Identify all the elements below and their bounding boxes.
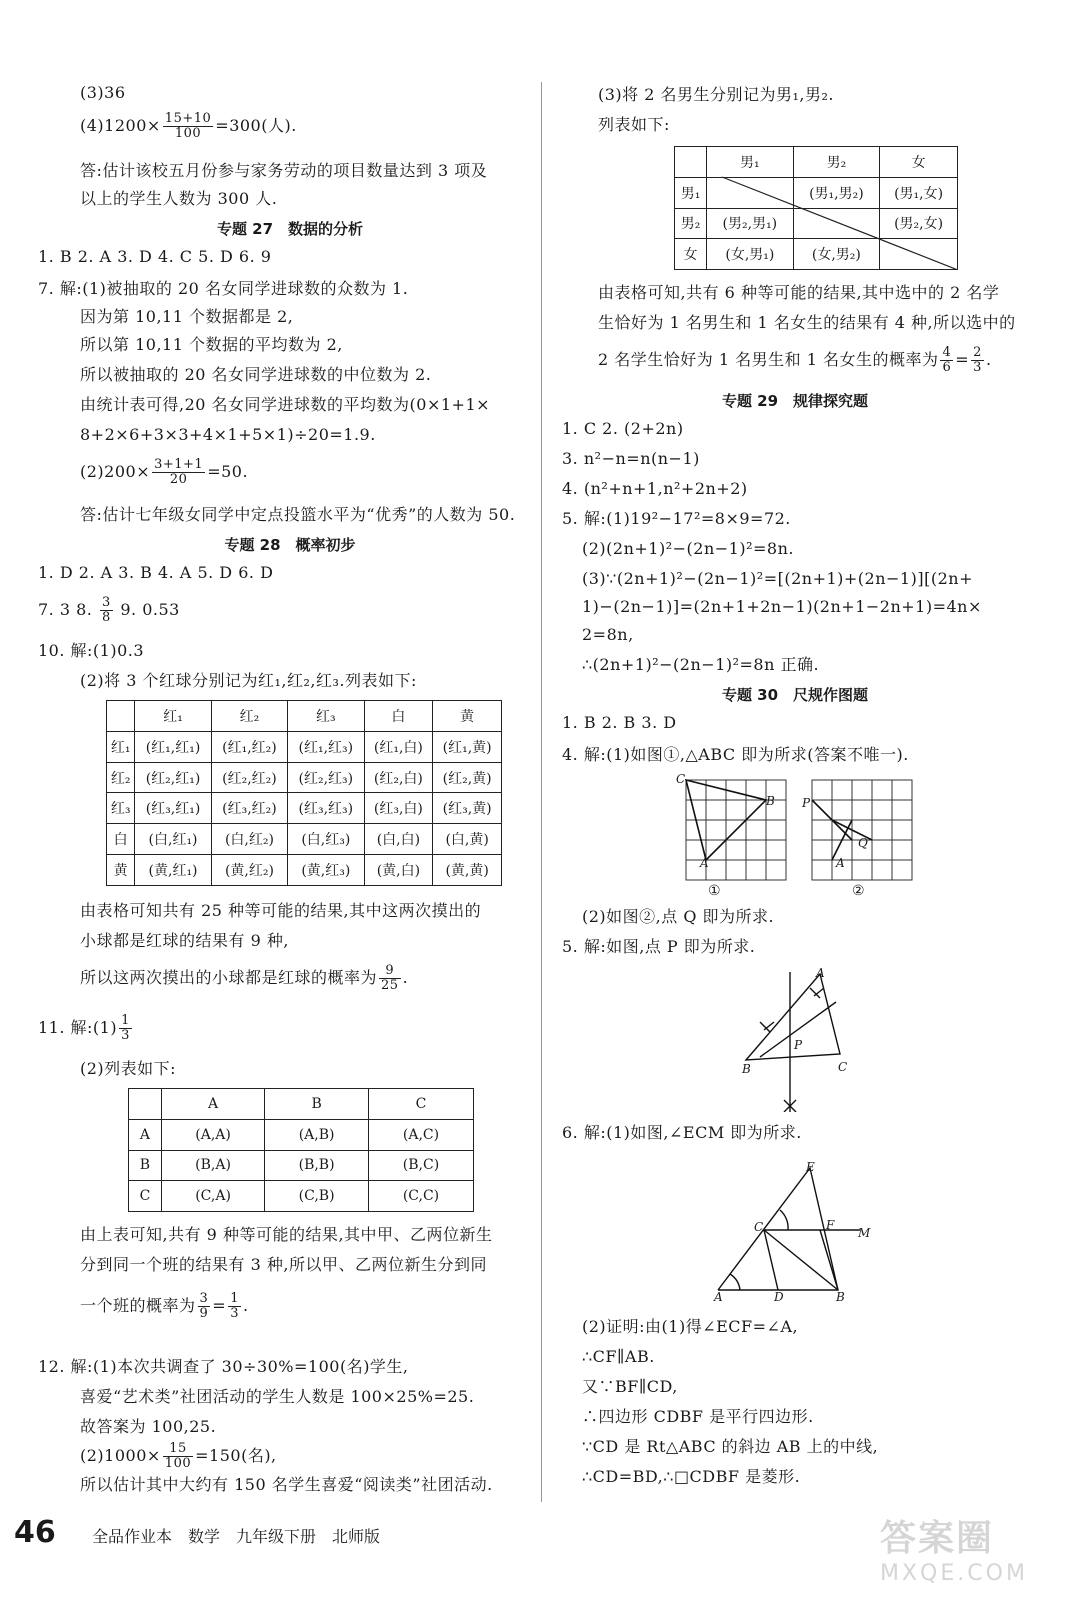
table-cell: 男₂	[793, 147, 880, 178]
table-cell: (男₂,男₁)	[707, 208, 794, 239]
table-cell: B	[129, 1150, 162, 1181]
answer-line: 8+2×6+3×3+4×1+5×1)÷20=1.9.	[80, 425, 376, 444]
table-cell: 红₃	[288, 701, 364, 732]
answer-line: (2)列表如下:	[80, 1059, 177, 1078]
page-number: 46	[14, 1515, 56, 1550]
answer-line: (2)1000× $\frac{15}{100}$ =150(名),	[80, 1441, 277, 1471]
table-cell: 男₁	[707, 147, 794, 178]
answer-line: 由上表可知,共有 9 种等可能的结果,其中甲、乙两位新生	[80, 1225, 493, 1244]
answer-line: (2)将 3 个红球分别记为红₁,红₂,红₃.列表如下:	[80, 671, 417, 690]
table-cell: (红₁,红₁)	[135, 731, 211, 762]
table-cell	[129, 1089, 162, 1120]
fig2-caption: ②	[852, 883, 866, 899]
triangle-figure-ecm	[710, 1158, 880, 1298]
table-cell: 男₂	[675, 208, 707, 239]
fig1-label-c: C	[676, 772, 686, 786]
fig4-label-c: C	[754, 1220, 764, 1234]
probability-table-classes	[128, 1088, 474, 1212]
answer-line: 10. 解:(1)0.3	[38, 641, 145, 660]
probability-table-balls	[106, 700, 502, 886]
table-cell: C	[129, 1181, 162, 1212]
table-cell: (A,C)	[368, 1119, 473, 1150]
fig4-label-b: B	[836, 1290, 846, 1304]
answer-line: 又∵BF∥CD,	[582, 1377, 678, 1396]
table-cell: 男₁	[675, 177, 707, 208]
table-cell: 黄	[107, 855, 135, 886]
table-cell: (白,白)	[364, 824, 433, 855]
table-cell: (红₃,黄)	[433, 793, 502, 824]
answer-line: ∴CD=BD,∴□CDBF 是菱形.	[582, 1467, 801, 1486]
answer-line: 由表格可知共有 25 种等可能的结果,其中这两次摸出的	[80, 901, 482, 920]
table-cell: 女	[880, 147, 958, 178]
table-row	[129, 1150, 474, 1181]
table-cell: (黄,红₁)	[135, 855, 211, 886]
section-heading-30: 专题 30 尺规作图题	[721, 686, 869, 704]
triangle-figure-p	[740, 962, 880, 1112]
table-diagonal-line	[674, 146, 958, 270]
table-cell: B	[265, 1089, 369, 1120]
answer-line: ∵CD 是 Rt△ABC 的斜边 AB 上的中线,	[582, 1437, 879, 1456]
table-cell: (红₃,红₃)	[288, 793, 364, 824]
fig3-label-c: C	[838, 1060, 848, 1074]
answer-line: (3)36	[80, 83, 126, 102]
table-cell: 红₁	[135, 701, 211, 732]
fig4-label-f: F	[826, 1218, 835, 1232]
fig4-label-e: E	[806, 1160, 816, 1174]
table-cell: 黄	[433, 701, 502, 732]
column-divider	[541, 82, 542, 1502]
table-cell: (女,男₁)	[707, 239, 794, 270]
answer-line: 6. 解:(1)如图,∠ECM 即为所求.	[562, 1123, 802, 1142]
fig4-label-m: M	[858, 1226, 871, 1240]
fig1-label-a: A	[700, 856, 710, 870]
fig2-label-p: P	[802, 796, 811, 810]
answer-line: 4. 解:(1)如图①,△ABC 即为所求(答案不唯一).	[562, 745, 909, 764]
fig1-label-b: B	[766, 794, 776, 808]
answer-line: 2=8n,	[582, 625, 634, 644]
table-cell: (黄,白)	[364, 855, 433, 886]
table-cell: (白,黄)	[433, 824, 502, 855]
answer-line: 11. 解:(1) $\frac{1}{3}$	[38, 1013, 130, 1043]
table-cell: (黄,黄)	[433, 855, 502, 886]
table-cell: (白,红₂)	[211, 824, 287, 855]
answer-line: (2)如图②,点 Q 即为所求.	[582, 907, 775, 926]
table-cell: (C,B)	[265, 1181, 369, 1212]
answer-line: 7. 3 8. $\frac{3}{8}$ 9. 0.53	[38, 595, 180, 625]
table-cell: A	[129, 1119, 162, 1150]
answer-line: 生恰好为 1 名男生和 1 名女生的结果有 4 种,所以选中的	[598, 313, 1016, 332]
table-cell: (红₂,白)	[364, 762, 433, 793]
answer-line: 5. 解:(1)19²−17²=8×9=72.	[562, 509, 791, 528]
table-cell: (女,男₂)	[793, 239, 880, 270]
answer-line: 所以这两次摸出的小球都是红球的概率为 $\frac{9}{25}$ .	[80, 963, 409, 993]
fig4-label-a: A	[714, 1290, 724, 1304]
table-cell: C	[368, 1089, 473, 1120]
table-row	[129, 1119, 474, 1150]
table-cell: (男₁,女)	[880, 177, 958, 208]
answer-line: (3)将 2 名男生分别记为男₁,男₂.	[598, 85, 835, 104]
table-cell: A	[161, 1089, 264, 1120]
answer-line: 故答案为 100,25.	[80, 1417, 217, 1436]
table-cell: (红₂,黄)	[433, 762, 502, 793]
answer-line: 1. C 2. (2+2n)	[562, 419, 684, 438]
table-cell: (红₂,红₁)	[135, 762, 211, 793]
table-cell: 白	[107, 824, 135, 855]
gender-table-wrap	[674, 146, 958, 270]
table-cell: (红₃,红₂)	[211, 793, 287, 824]
table-cell: (B,A)	[161, 1150, 264, 1181]
table-cell: 红₁	[107, 731, 135, 762]
table-cell: (红₁,白)	[364, 731, 433, 762]
answer-line: 12. 解:(1)本次共调查了 30÷30%=100(名)学生,	[38, 1357, 409, 1376]
table-row	[129, 1181, 474, 1212]
watermark-url: MXQE.COM	[880, 1561, 1028, 1586]
answer-line: ∴(2n+1)²−(2n−1)²=8n 正确.	[582, 655, 820, 674]
fig3-label-b: B	[742, 1062, 752, 1076]
fig2-label-q: Q	[858, 836, 869, 850]
fig4-label-d: D	[774, 1290, 785, 1304]
table-cell: (红₁,红₃)	[288, 731, 364, 762]
answer-line: 4. (n²+n+1,n²+2n+2)	[562, 479, 748, 498]
footer-book-title: 全品作业本 数学 九年级下册 北师版	[92, 1527, 381, 1546]
answer-line: 5. 解:如图,点 P 即为所求.	[562, 937, 756, 956]
answer-line: (2)200× $\frac{3+1+1}{20}$ =50.	[80, 457, 249, 487]
table-cell: (男₂,女)	[880, 208, 958, 239]
answer-line: 1. B 2. A 3. D 4. C 5. D 6. 9	[38, 247, 272, 266]
table-cell: (男₁,男₂)	[793, 177, 880, 208]
table-cell: (红₁,黄)	[433, 731, 502, 762]
table-row	[107, 793, 502, 824]
answer-line: 小球都是红球的结果有 9 种,	[80, 931, 289, 950]
answer-line: 因为第 10,11 个数据都是 2,	[80, 307, 294, 326]
table-cell: (A,A)	[161, 1119, 264, 1150]
table-row	[107, 731, 502, 762]
answer-line: 7. 解:(1)被抽取的 20 名女同学进球数的众数为 1.	[38, 279, 409, 298]
answer-line: 1. D 2. A 3. B 4. A 5. D 6. D	[38, 563, 274, 582]
table-cell: (红₂,红₃)	[288, 762, 364, 793]
fig1-caption: ①	[708, 883, 722, 899]
watermark-text: 答案圈	[880, 1518, 995, 1559]
watermark-logo	[880, 1510, 1060, 1590]
table-row	[107, 701, 502, 732]
answer-line: ∴CF∥AB.	[582, 1347, 655, 1366]
fig2-label-a: A	[836, 856, 846, 870]
answer-line: (4)1200× $\frac{15+10}{100}$ =300(人).	[80, 111, 297, 141]
table-cell: (黄,红₂)	[211, 855, 287, 886]
table-cell: (B,C)	[368, 1150, 473, 1181]
table-cell: (红₂,红₂)	[211, 762, 287, 793]
table-cell: (红₃,白)	[364, 793, 433, 824]
answer-line: 所以第 10,11 个数据的平均数为 2,	[80, 335, 343, 354]
table-cell: (红₃,红₁)	[135, 793, 211, 824]
table-cell: 白	[364, 701, 433, 732]
table-row	[129, 1089, 474, 1120]
table-cell	[107, 701, 135, 732]
answer-line: 喜爱“艺术类”社团活动的学生人数是 100×25%=25.	[80, 1387, 475, 1406]
answer-line: (2)(2n+1)²−(2n−1)²=8n.	[582, 539, 794, 558]
table-row	[107, 855, 502, 886]
answer-line: 列表如下:	[598, 115, 670, 134]
table-cell: (红₁,红₂)	[211, 731, 287, 762]
fig3-label-p: P	[794, 1038, 803, 1052]
answer-line: 3. n²−n=n(n−1)	[562, 449, 700, 468]
table-cell: 红₃	[107, 793, 135, 824]
section-heading-29: 专题 29 规律探究题	[721, 392, 869, 410]
table-cell: (白,红₃)	[288, 824, 364, 855]
answer-line: 1)−(2n−1)]=(2n+1+2n−1)(2n+1−2n+1)=4n×	[582, 597, 982, 616]
answer-line: 所以被抽取的 20 名女同学进球数的中位数为 2.	[80, 365, 432, 384]
answer-line: (2)证明:由(1)得∠ECF=∠A,	[582, 1317, 799, 1336]
answer-line: (3)∵(2n+1)²−(2n−1)²=[(2n+1)+(2n−1)][(2n+	[582, 569, 973, 588]
section-heading-27: 专题 27 数据的分析	[216, 220, 364, 238]
answer-line: 由表格可知,共有 6 种等可能的结果,其中选中的 2 名学	[598, 283, 1000, 302]
table-row	[107, 824, 502, 855]
answer-line: 答:估计七年级女同学中定点投篮水平为“优秀”的人数为 50.	[80, 505, 516, 524]
answer-line: 以上的学生人数为 300 人.	[80, 189, 278, 208]
answer-line: 由统计表可得,20 名女同学进球数的平均数为(0×1+1×	[80, 395, 491, 414]
table-cell: (B,B)	[265, 1150, 369, 1181]
table-cell: (C,A)	[161, 1181, 264, 1212]
table-cell: (C,C)	[368, 1181, 473, 1212]
section-heading-28: 专题 28 概率初步	[224, 536, 356, 554]
answer-line: 1. B 2. B 3. D	[562, 713, 677, 732]
table-cell: (A,B)	[265, 1119, 369, 1150]
table-cell: 红₂	[107, 762, 135, 793]
answer-line: 一个班的概率为 $\frac{3}{9}$ = $\frac{1}{3}$ .	[80, 1291, 249, 1321]
table-cell: (黄,红₃)	[288, 855, 364, 886]
answer-line: 答:估计该校五月份参与家务劳动的项目数量达到 3 项及	[80, 161, 488, 180]
answer-line: 分到同一个班的结果有 3 种,所以甲、乙两位新生分到同	[80, 1255, 487, 1274]
table-cell: (白,红₁)	[135, 824, 211, 855]
fig3-label-a: A	[816, 966, 826, 980]
answer-line: 2 名学生恰好为 1 名男生和 1 名女生的概率为 $\frac{4}{6}$ = $\frac{2}{3}$ .	[598, 345, 992, 375]
answer-line: ∴四边形 CDBF 是平行四边形.	[582, 1407, 814, 1426]
table-cell: 红₂	[211, 701, 287, 732]
table-cell: 女	[675, 239, 707, 270]
table-row	[107, 762, 502, 793]
answer-line: 所以估计其中大约有 150 名学生喜爱“阅读类”社团活动.	[80, 1475, 493, 1494]
